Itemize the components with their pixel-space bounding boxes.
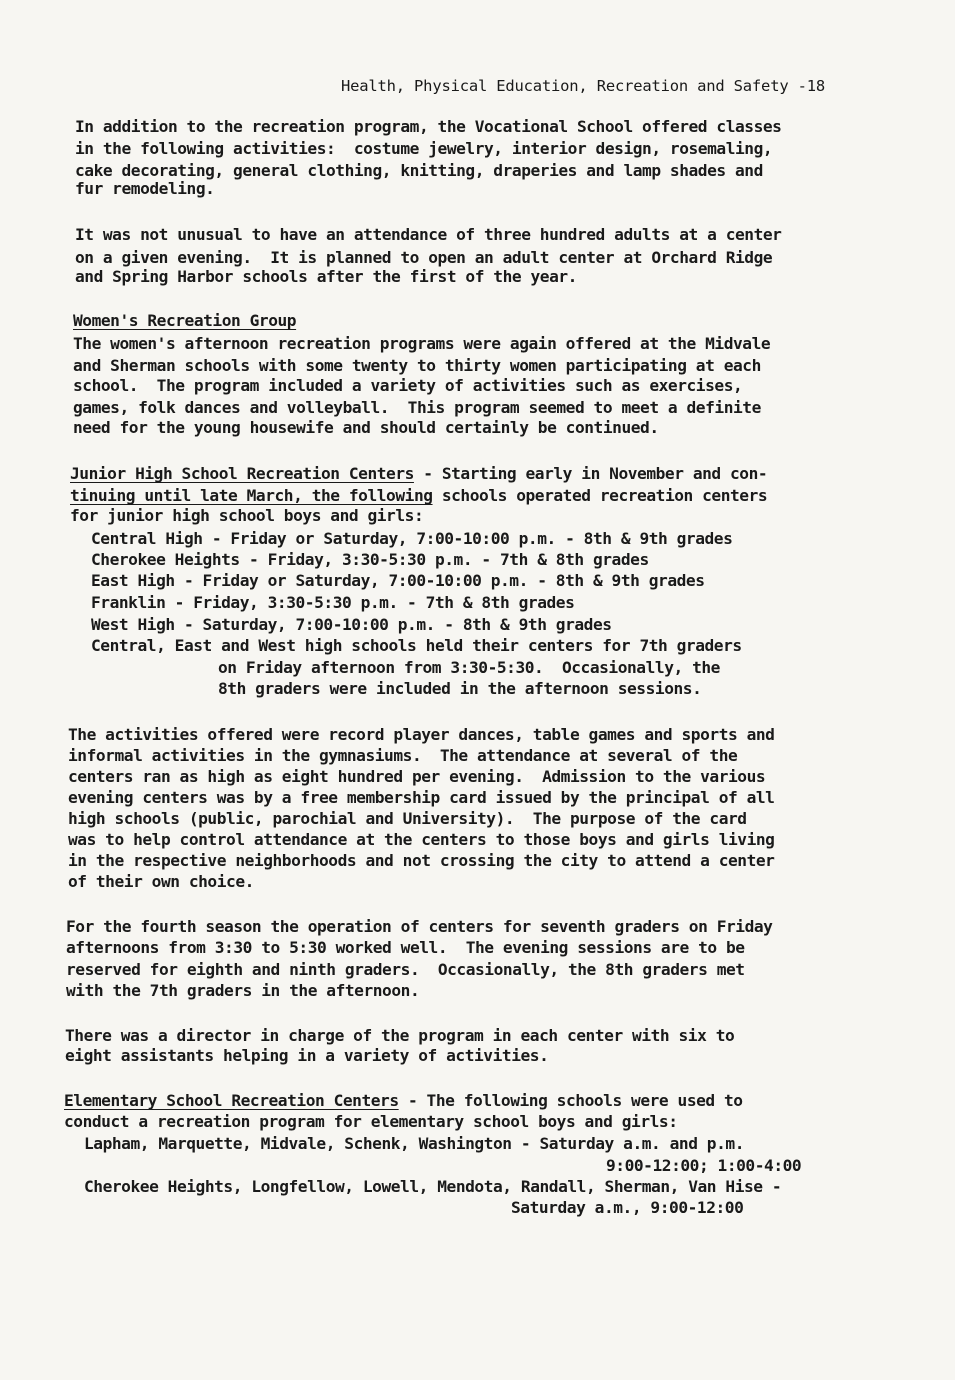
- paragraph-line: in the respective neighborhoods and not crossing the city to attend a center: [68, 851, 775, 870]
- schedule-continuation: 8th graders were included in the afternoon sessions.: [218, 679, 702, 698]
- paragraph-line: for junior high school boys and girls:: [70, 506, 424, 525]
- paragraph-line: cake decorating, general clothing, knitting, draperies and lamp shades and: [75, 161, 763, 180]
- paragraph-line: in the following activities: costume jewelry, interior design, rosemaling,: [75, 139, 773, 158]
- paragraph-line: on a given evening. It is planned to open an adult center at Orchard Ridge: [75, 248, 773, 267]
- paragraph-line: In addition to the recreation program, the Vocational School offered classes: [75, 117, 782, 136]
- paragraph-line: tinuing until late March, the following schools operated recreation centers: [70, 486, 768, 505]
- paragraph-line: need for the young housewife and should certainly be continued.: [73, 418, 659, 437]
- paragraph-line: conduct a recreation program for elementary school boys and girls:: [64, 1112, 678, 1131]
- paragraph-line: The activities offered were record player dances, table games and sports and: [68, 725, 775, 744]
- heading-continuation: - The following schools were used to: [398, 1091, 743, 1110]
- paragraph-line: games, folk dances and volleyball. This program seemed to meet a definite: [73, 398, 761, 417]
- paragraph-line: evening centers was by a free membership card issued by the principal of all: [68, 788, 775, 807]
- schedule-line: Central, East and West high schools held their centers for 7th graders: [91, 636, 742, 655]
- page-header: Health, Physical Education, Recreation and Safety -18: [341, 77, 825, 95]
- junior-heading-line: [70, 463, 767, 485]
- schedule-line: Cherokee Heights - Friday, 3:30-5:30 p.m. - 7th & 8th grades: [91, 550, 649, 569]
- schedule-times: Saturday a.m., 9:00-12:00: [511, 1198, 744, 1217]
- heading-continuation: - Starting early in November and con-: [413, 464, 768, 483]
- schedule-line: Cherokee Heights, Longfellow, Lowell, Mendota, Randall, Sherman, Van Hise -: [84, 1177, 782, 1196]
- paragraph-line: high schools (public, parochial and University). The purpose of the card: [68, 809, 747, 828]
- paragraph-line: and Sherman schools with some twenty to thirty women participating at each: [73, 356, 761, 375]
- schedule-line: West High - Saturday, 7:00-10:00 p.m. - 8th & 9th grades: [91, 615, 612, 634]
- paragraph-line: For the fourth season the operation of centers for seventh graders on Friday: [66, 917, 773, 936]
- schedule-line: Central High - Friday or Saturday, 7:00-10:00 p.m. - 8th & 9th grades: [91, 529, 733, 548]
- paragraph-line: and Spring Harbor schools after the first of the year.: [75, 267, 577, 286]
- paragraph-line: was to help control attendance at the centers to those boys and girls living: [68, 830, 775, 849]
- paragraph-line: centers ran as high as eight hundred per evening. Admission to the various: [68, 767, 766, 786]
- schedule-line: Lapham, Marquette, Midvale, Schenk, Washington - Saturday a.m. and p.m.: [84, 1134, 744, 1153]
- schedule-continuation: on Friday afternoon from 3:30-5:30. Occasionally, the: [218, 658, 720, 677]
- section-heading-womens: Women's Recreation Group: [73, 311, 297, 330]
- underlined-phrase: tinuing until late March, the following: [70, 486, 433, 505]
- paragraph-line: informal activities in the gymnasiums. The attendance at several of the: [68, 746, 738, 765]
- paragraph-line: eight assistants helping in a variety of activities.: [65, 1046, 549, 1065]
- paragraph-line: school. The program included a variety of activities such as exercises,: [73, 376, 743, 395]
- elementary-heading-line: [64, 1090, 743, 1112]
- paragraph-line: with the 7th graders in the afternoon.: [66, 981, 420, 1000]
- paragraph-line: It was not unusual to have an attendance of three hundred adults at a center: [75, 225, 782, 244]
- paragraph-line: There was a director in charge of the program in each center with six to: [65, 1026, 735, 1045]
- section-heading-elementary: Elementary School Recreation Centers: [64, 1091, 399, 1110]
- paragraph-line: afternoons from 3:30 to 5:30 worked well. The evening sessions are to be: [66, 938, 745, 957]
- paragraph-line: fur remodeling.: [75, 179, 215, 198]
- section-heading-junior: Junior High School Recreation Centers: [70, 464, 414, 483]
- paragraph-line: of their own choice.: [68, 872, 254, 891]
- paragraph-line: The women's afternoon recreation programs were again offered at the Midvale: [73, 334, 771, 353]
- schedule-times: 9:00-12:00; 1:00-4:00: [606, 1156, 802, 1175]
- schedule-line: Franklin - Friday, 3:30-5:30 p.m. - 7th & 8th grades: [91, 593, 575, 612]
- schedule-line: East High - Friday or Saturday, 7:00-10:00 p.m. - 8th & 9th grades: [91, 571, 705, 590]
- paragraph-line: reserved for eighth and ninth graders. Occasionally, the 8th graders met: [66, 960, 745, 979]
